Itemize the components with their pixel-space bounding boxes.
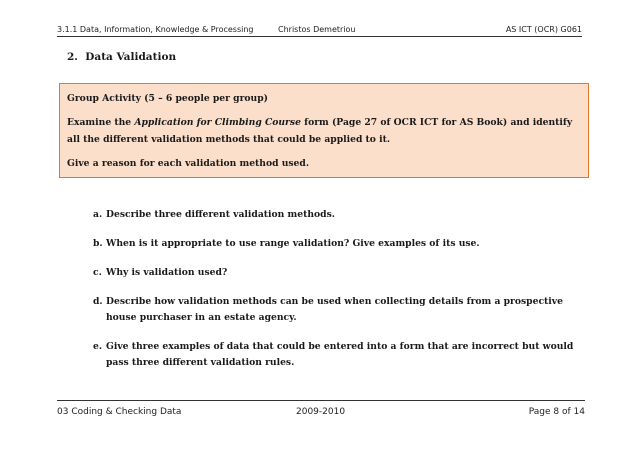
question-text: Why is validation used? (106, 267, 228, 278)
footer-topic: 03 Coding & Checking Data (57, 407, 182, 417)
section-title (67, 51, 176, 63)
activity-heading: Group Activity (5 – 6 people per group) (67, 93, 269, 104)
question-letter: e. (93, 341, 103, 352)
footer-year: 2009-2010 (296, 407, 346, 417)
question-letter: d. (93, 296, 103, 307)
question-text: Give three examples of data that could be entered into a form that are incorrect but would pass three different validation rules. (106, 341, 574, 368)
instruction-suffix: form (Page 27 of OCR ICT for AS Book) and identify all the different validation methods that could be applied to it. (67, 117, 573, 145)
page-footer (57, 400, 585, 423)
page-header (57, 22, 582, 37)
footer-page-number: Page 8 of 14 (528, 407, 585, 417)
activity-reason: Give a reason for each validation method used. (67, 158, 310, 169)
header-unit: AS ICT (OCR) G061 (505, 25, 582, 34)
group-activity-box (59, 83, 589, 178)
question-letter: b. (93, 238, 103, 249)
header-course: 3.1.1 Data, Information, Knowledge & Processing (57, 25, 254, 34)
question-letter: c. (93, 267, 102, 278)
section-number: 2. (67, 51, 78, 63)
instruction-emphasis: Application for Climbing Course (134, 117, 301, 128)
question-letter: a. (93, 209, 103, 220)
header-author: Christos Demetriou (278, 25, 356, 34)
question-text: Describe how validation methods can be used when collecting details from a prospective house purchaser in an estate agency. (106, 296, 563, 323)
question-text: When is it appropriate to use range validation? Give examples of its use. (106, 238, 480, 249)
instruction-prefix: Examine the (67, 117, 135, 128)
section-heading: Data Validation (85, 51, 177, 63)
activity-instruction (67, 114, 581, 148)
question-text: Describe three different validation methods. (106, 209, 335, 220)
